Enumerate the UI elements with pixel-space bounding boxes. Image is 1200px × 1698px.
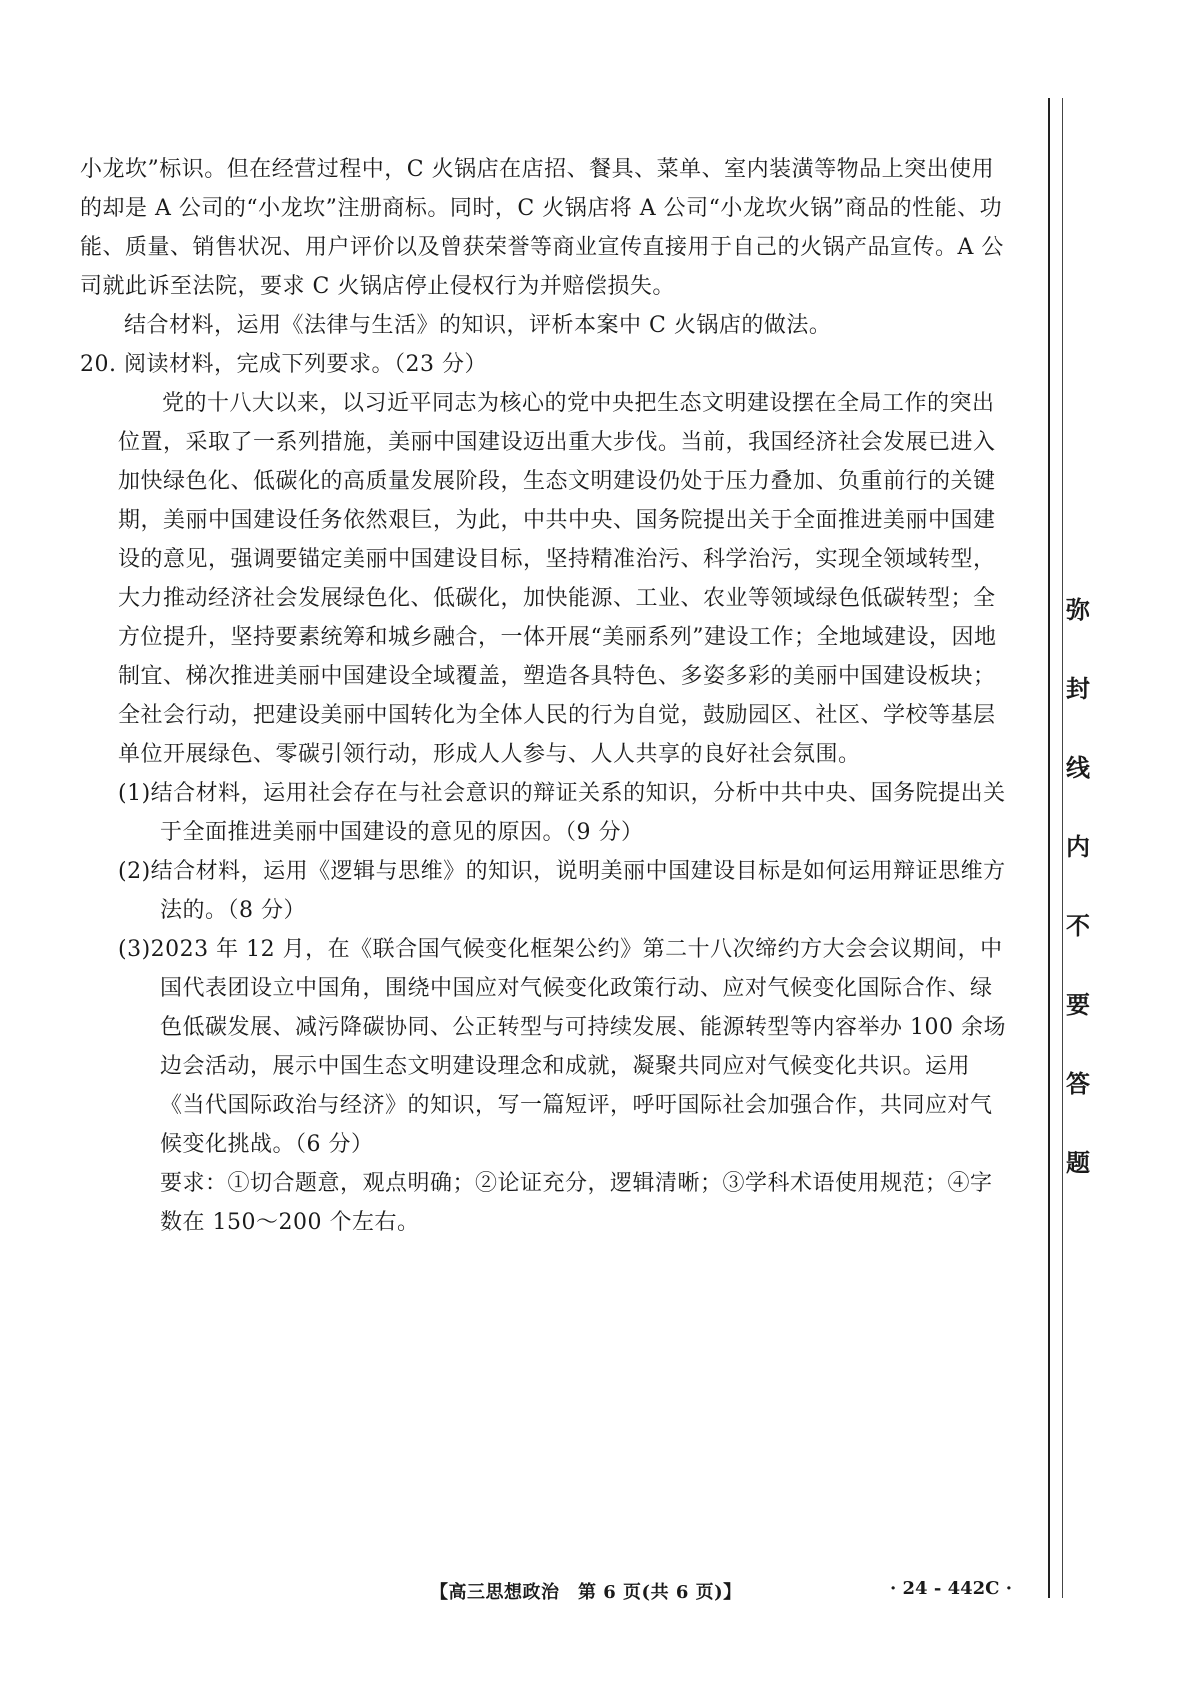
q20-heading: 20. 阅读材料，完成下列要求。（23 分） [80,352,487,377]
q20-material: 党的十八大以来，以习近平同志为核心的党中央把生态文明建设摆在全局工作的突出位置，采取了一系列措施，美丽中国建设迈出重大步伐。当前，我国经济社会发展已进入加快绿色化、低碳化的高质量发展阶段，生态文明建设仍处于压力叠加、负重前行的关键期，美丽中国建设任务依然艰巨，为此，中共中央、国务院提出关于全面推进美丽中国建设的意见，强调要锚定美丽中国建设目标，坚持精准治污、科学治污，实现全领域转型，大力推动经济社会发展绿色化、低碳化，加快能源、工业、农业等领域绿色低碳转型；全方位提升，坚持要素统筹和城乡融合，一体开展“美丽系列”建设工作；全地域建设，因地制宜、梯次推进美丽中国建设全域覆盖，塑造各具特色、多姿多彩的美丽中国建设板块；全社会行动，把建设美丽中国转化为全体人民的行为自觉，鼓励园区、社区、学校等基层单位开展绿色、零碳引领行动，形成人人参与、人人共享的良好社会氛围。 [118,391,997,767]
binding-char: 答 [1066,1069,1090,1098]
q20-sub3: (3)2023 年 12 月，在《联合国气候变化框架公约》第二十八次缔约方大会会议期间，中国代表团设立中国角，围绕中国应对气候变化政策行动、应对气候变化国际合作、绿色低碳发展、减污降碳协同、公正转型与可持续发展、能源转型等内容举办 100 余场边会活动，展示中国生态文明建设理念和成就，凝聚共同应对气候变化共识。运用《当代国际政治与经济》的知识，写一篇短评，呼吁国际社会加强合作，共同应对气候变化挑战。（6 分） [118,937,1006,1157]
footer-code: · 24 - 442C · [890,1578,1013,1599]
footer-title: 【高三思想政治 第 6 页(共 6 页)】 [430,1582,742,1603]
q20-sub1: (1)结合材料，运用社会存在与社会意识的辩证关系的知识，分析中共中央、国务院提出关于全面推进美丽中国建设的意见的原因。（9 分） [118,781,1006,845]
q20-sub2: (2)结合材料，运用《逻辑与思维》的知识，说明美丽中国建设目标是如何运用辩证思维方法的。（8 分） [118,859,1006,923]
binding-char: 要 [1066,990,1090,1019]
binding-char: 不 [1066,911,1090,940]
binding-line [1048,98,1050,1598]
binding-char: 封 [1066,674,1090,703]
question-content [80,150,1010,1242]
q20-sub3-requirement: 要求：①切合题意，观点明确；②论证充分，逻辑清晰；③学科术语使用规范；④字数在 150～200 个左右。 [160,1171,993,1235]
binding-char: 内 [1066,832,1090,861]
binding-margin-text [1058,590,1098,1178]
q19-requirement: 结合材料，运用《法律与生活》的知识，评析本案中 C 火锅店的做法。 [124,313,832,338]
binding-char: 弥 [1066,595,1090,624]
binding-char: 题 [1066,1148,1090,1177]
q19-material-continuation: 小龙坎”标识。但在经营过程中，C 火锅店在店招、餐具、菜单、室内装潢等物品上突出使用的却是 A 公司的“小龙坎”注册商标。同时，C 火锅店将 A 公司“小龙坎火锅”商品的性能、功能、质量、销售状况、用户评价以及曾获荣誉等商业宣传直接用于自己的火锅产品宣传。A 公司就此诉至法院，要求 C 火锅店停止侵权行为并赔偿损失。 [80,157,1004,299]
binding-char: 线 [1066,753,1090,782]
